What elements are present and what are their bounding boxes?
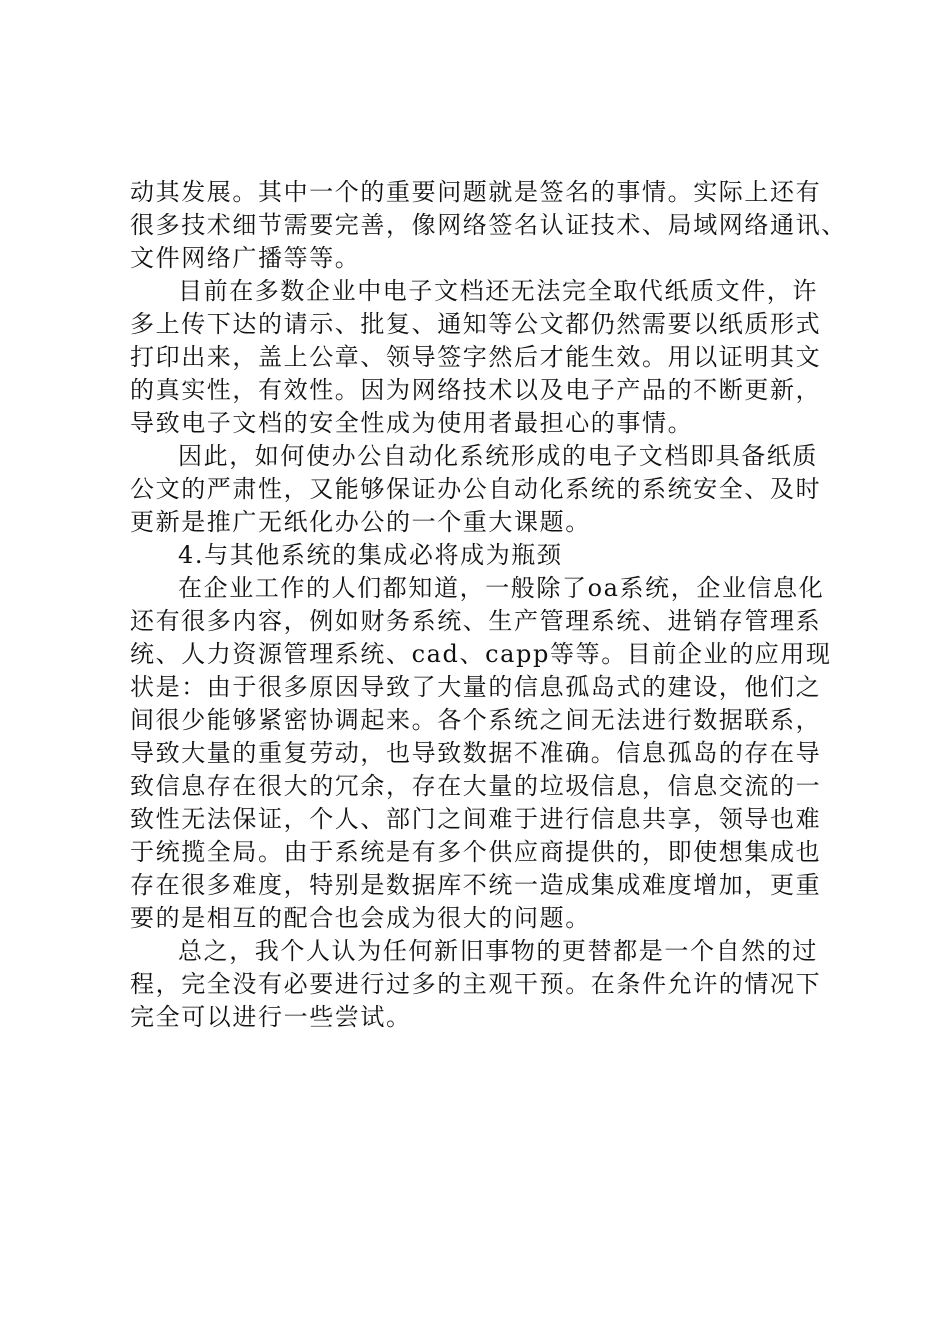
text-line: 间很少能够紧密协调起来。各个系统之间无法进行数据联系， [130,706,822,734]
text-line: 导致电子文档的安全性成为使用者最担心的事情。 [130,409,694,437]
text-line: 于统揽全局。由于系统是有多个供应商提供的，即使想集成也 [130,838,822,866]
text-line: 目前在多数企业中电子文档还无法完全取代纸质文件，许 [178,277,818,305]
text-line: 统、人力资源管理系统、cad、capp等等。目前企业的应用现 [130,640,832,668]
text-line: 文件网络广播等等。 [130,244,361,272]
text-line: 公文的严肃性，又能够保证办公自动化系统的系统安全、及时 [130,475,822,503]
text-line: 还有很多内容，例如财务系统、生产管理系统、进销存管理系 [130,607,822,635]
text-line: 的真实性，有效性。因为网络技术以及电子产品的不断更新， [130,376,822,404]
text-line: 动其发展。其中一个的重要问题就是签名的事情。实际上还有 [130,178,822,206]
text-line: 总之，我个人认为任何新旧事物的更替都是一个自然的过 [178,937,818,965]
text-line: 导致大量的重复劳动，也导致数据不准确。信息孤岛的存在导 [130,739,822,767]
text-line: 在企业工作的人们都知道，一般除了oa系统，企业信息化 [178,574,825,602]
text-line: 要的是相互的配合也会成为很大的问题。 [130,904,591,932]
text-line: 因此，如何使办公自动化系统形成的电子文档即具备纸质 [178,442,818,470]
text-line: 更新是推广无纸化办公的一个重大课题。 [130,508,591,536]
text-line: 致性无法保证，个人、部门之间难于进行信息共享，领导也难 [130,805,822,833]
section-heading: 4.与其他系统的集成必将成为瓶颈 [178,541,563,569]
text-line: 状是：由于很多原因导致了大量的信息孤岛式的建设，他们之 [130,673,822,701]
text-line: 多上传下达的请示、批复、通知等公文都仍然需要以纸质形式 [130,310,822,338]
text-line: 程，完全没有必要进行过多的主观干预。在条件允许的情况下 [130,970,822,998]
text-line: 很多技术细节需要完善，像网络签名认证技术、局域网络通讯、 [130,211,847,239]
text-line: 打印出来，盖上公章、领导签字然后才能生效。用以证明其文 [130,343,822,371]
text-line: 致信息存在很大的冗余，存在大量的垃圾信息，信息交流的一 [130,772,822,800]
text-line: 完全可以进行一些尝试。 [130,1003,412,1031]
text-line: 存在很多难度，特别是数据库不统一造成集成难度增加，更重 [130,871,822,899]
